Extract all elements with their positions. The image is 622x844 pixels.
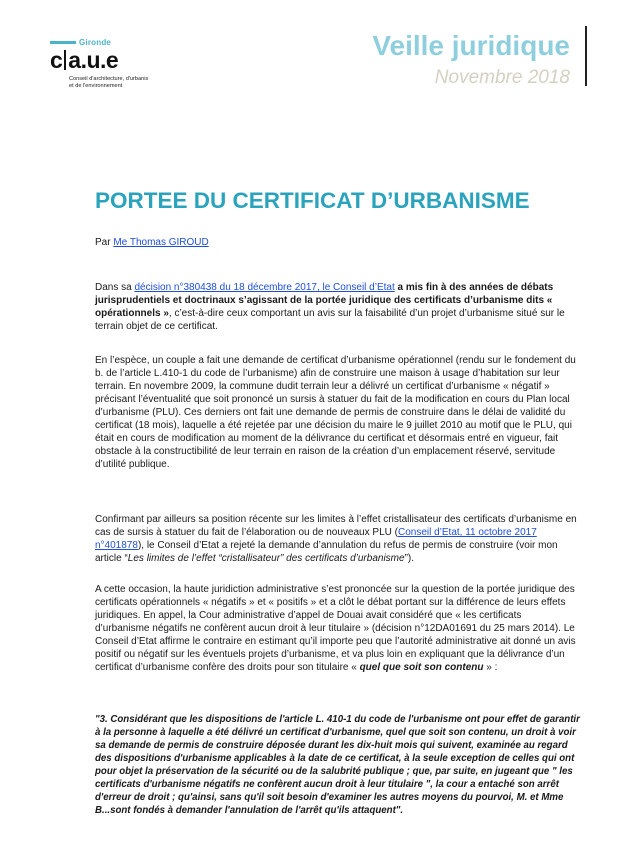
- decision-quote: "3. Considérant que les dispositions de l'article L. 410-1 du code de l'urbanisme ont pour effet de garantir à la personne à laquelle a été délivré un certificat d'urbanisme, quel que soit son contenu, un droit à voir sa demande de permis de construire déposée durant les dix-huit mois qui suivent, examinée au regard des dispositions d'urbanisme applicables à la date de ce certificat, à la seule exception de celles qui ont pour objet la préservation de la sécurité ou de la salubrité publique ; que, par suite, en jugeant que " les certificats d'urbanisme négatifs ne confèrent aucun droit à leur titulaire ", la cour a entaché son arrêt d'erreur de droit ; qu'ainsi, sans qu'il soit besoin d'examiner les autres moyens du pourvoi, M. et Mme B...sont fondés à demander l'annulation de l'arrêt qu'ils attaquent".: [95, 714, 580, 816]
- article-title: PORTEE DU CERTIFICAT D’URBANISME: [95, 188, 530, 213]
- p4-emphasis: quel que soit son contenu: [359, 662, 484, 673]
- logo-tagline: [69, 76, 159, 89]
- logo-region: Gironde: [79, 38, 112, 47]
- paragraph-analysis: [95, 583, 577, 674]
- p3-text-a: Confirmant par ailleurs sa position récente sur les limites à l’effet cristallisateur des certificats d’urbanisme en cas de sursis à statuer du fait de l’élaboration ou de nouveaux PLU (: [95, 514, 577, 538]
- header-divider: [585, 26, 587, 86]
- logo-tagline-line-2: et de l'environnement: [69, 82, 123, 89]
- logo-mark-right: a.u.e: [68, 47, 119, 73]
- newsletter-title: Veille juridique: [372, 30, 570, 61]
- p3-text-b: ), le Conseil d’Etat a rejeté la demande d’annulation du refus de permis de construire (voir mon article “: [95, 540, 558, 564]
- logo-mark: [50, 47, 118, 74]
- logo-tagline-line-1: Conseil d'architecture, d'urbanis: [69, 76, 149, 82]
- decision-link[interactable]: décision n°380438 du 18 décembre 2017, le Conseil d’Etat: [134, 282, 395, 293]
- author-link[interactable]: Me Thomas GIROUD: [113, 237, 209, 248]
- paragraph-intro: [95, 281, 577, 333]
- author-prefix: Par: [95, 237, 114, 248]
- paragraph-facts: [95, 354, 577, 471]
- p1-text-c: , c’est-à-dire ceux comportant un avis sur la faisabilité d’un projet d’urbanisme situé sur le terrain objet de ce certificat.: [95, 308, 565, 332]
- p4-text-a: A cette occasion, la haute juridiction administrative s’est prononcée sur la question de la portée juridique des certificats opérationnels « négatifs » et « positifs » et a clôt le débat portant sur la différence de leurs effets juridiques. En appel, la Cour administrative d’appel de Douai avait considéré que « les certificats d’urbanisme négatifs ne confèrent aucun droit à leur titulaire » (décision n°12DA01691 du 25 mars 2014). Le Conseil d’Etat affirme le contraire en estimant qu’il importe peu que l’autorité administrative ait donné un avis positif ou négatif sur les éventuels projets d’urbanisme, et va plus loin en expliquant que la délivrance d’un certificat d’urbanisme confère des droits pour son titulaire «: [95, 584, 576, 673]
- logo-separator: [64, 50, 66, 70]
- logo-region-row: [50, 38, 111, 47]
- newsletter-date: Novembre 2018: [434, 67, 570, 88]
- paragraph-context: [95, 513, 577, 565]
- p1-bold-text: a mis fin à des années de débats jurisprudentiels et doctrinaux s’agissant de la portée juridique des certificats d’urbanisme dits « opérationnels »: [95, 282, 554, 319]
- p3-text-d: ”).: [404, 553, 415, 564]
- conseil-etat-link[interactable]: Conseil d’Etat, 11 octobre 2017 n°401878: [95, 527, 537, 551]
- author-line: [95, 237, 209, 248]
- p2-text: En l’espèce, un couple a fait une demande de certificat d’urbanisme opérationnel (rendu sur le fondement du b. de l’article L.410-1 du code de l’urbanisme) afin de construire une maison à usage d’habitation sur leur terrain. En novembre 2009, la commune dudit terrain leur a délivré un certificat d’urbanisme « négatif » précisant l’éventualité que soit prononcé un sursis à statuer du fait de la modification en cours du Plan local d’urbanisme (PLU). Ces derniers ont fait une demande de permis de construire dans le délai de validité du certificat (18 mois), laquelle a été rejetée par une décision du maire le 9 juillet 2010 au motif que le PLU, qui était en cours de modification au moment de la délivrance du certificat et désormais entré en vigueur, fait obstacle à la constructibilité de leur terrain en raison de la création d’un emplacement réservé, servitude d’utilité publique.: [95, 355, 576, 470]
- logo-accent-bar: [50, 41, 76, 44]
- p4-text-c: » :: [483, 662, 498, 673]
- logo-mark-left: c: [50, 47, 63, 73]
- article-reference: Les limites de l’effet “cristallisateur” des certificats d’urbanisme: [127, 553, 405, 564]
- p1-text-a: Dans sa: [95, 282, 135, 293]
